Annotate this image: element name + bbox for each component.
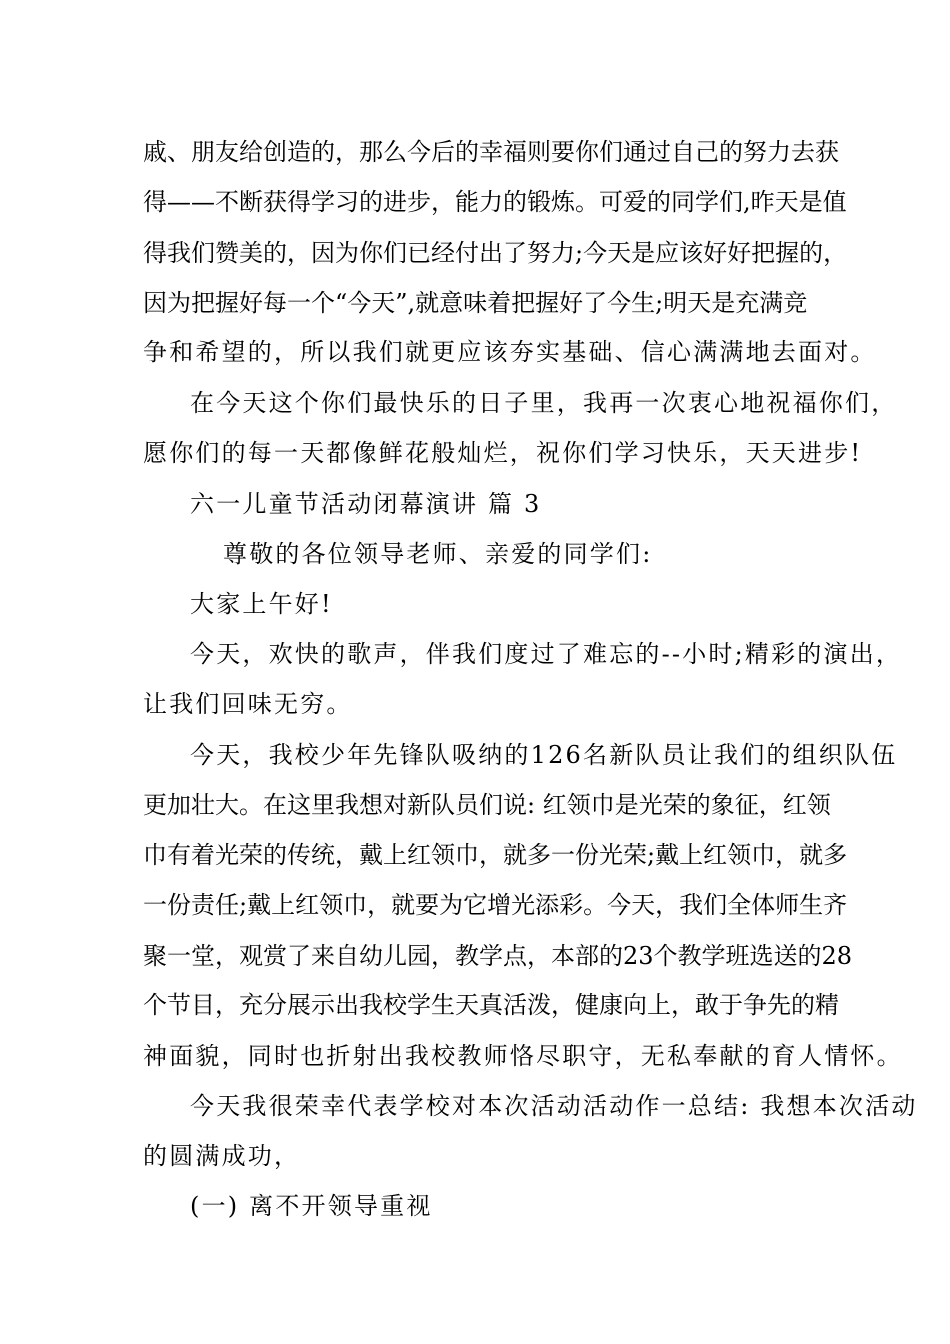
paragraph-first-line: 今天，欢快的歌声，伴我们度过了难忘的--小时;精彩的演出， (190, 640, 903, 668)
text-line: 的圆满成功， (143, 1142, 301, 1170)
text-line: 聚一堂，观赏了来自幼儿园，教学点，本部的23个教学班选送的28 (143, 942, 853, 970)
text-line: 愿你们的每一天都像鲜花般灿烂，祝你们学习快乐，天天进步! (143, 439, 863, 467)
greeting: 大家上午好! (190, 590, 333, 618)
section-heading: 六一儿童节活动闭幕演讲 篇 3 (190, 490, 542, 518)
text-line: 神面貌，同时也折射出我校教师恪尽职守，无私奉献的育人情怀。 (143, 1042, 903, 1070)
text-line: 一份责任;戴上红领巾，就要为它增光添彩。今天，我们全体师生齐 (143, 891, 848, 919)
text-line: 让我们回味无穷。 (143, 690, 353, 718)
list-heading: (一) 离不开领导重视 (190, 1192, 433, 1220)
text-line: 巾有着光荣的传统，戴上红领巾，就多一份光荣;戴上红领巾，就多 (143, 841, 848, 869)
paragraph-first-line: 今天我很荣幸代表学校对本次活动活动作一总结: 我想本次活动 (190, 1092, 918, 1120)
text-line: 戚、朋友给创造的，那么今后的幸福则要你们通过自己的努力去获 (143, 138, 839, 166)
text-line: 个节目，充分展示出我校学生天真活泼，健康向上，敢于争先的精 (143, 991, 839, 1019)
text-line: 争和希望的，所以我们就更应该夯实基础、信心满满地去面对。 (143, 338, 877, 366)
text-line: 得——不断获得学习的进步，能力的锻炼。可爱的同学们,昨天是值 (143, 188, 847, 216)
text-line: 得我们赞美的，因为你们已经付出了努力;今天是应该好好把握的， (143, 239, 848, 267)
paragraph-first-line: 今天，我校少年先锋队吸纳的126名新队员让我们的组织队伍 (190, 741, 898, 769)
text-line: 更加壮大。在这里我想对新队员们说: 红领巾是光荣的象征，红领 (143, 791, 831, 819)
salutation: 尊敬的各位领导老师、亲爱的同学们: (223, 540, 653, 568)
paragraph-first-line: 在今天这个你们最快乐的日子里，我再一次衷心地祝福你们， (190, 389, 898, 417)
text-line: 因为把握好每一个“今天”,就意味着把握好了今生;明天是充满竞 (143, 289, 808, 317)
